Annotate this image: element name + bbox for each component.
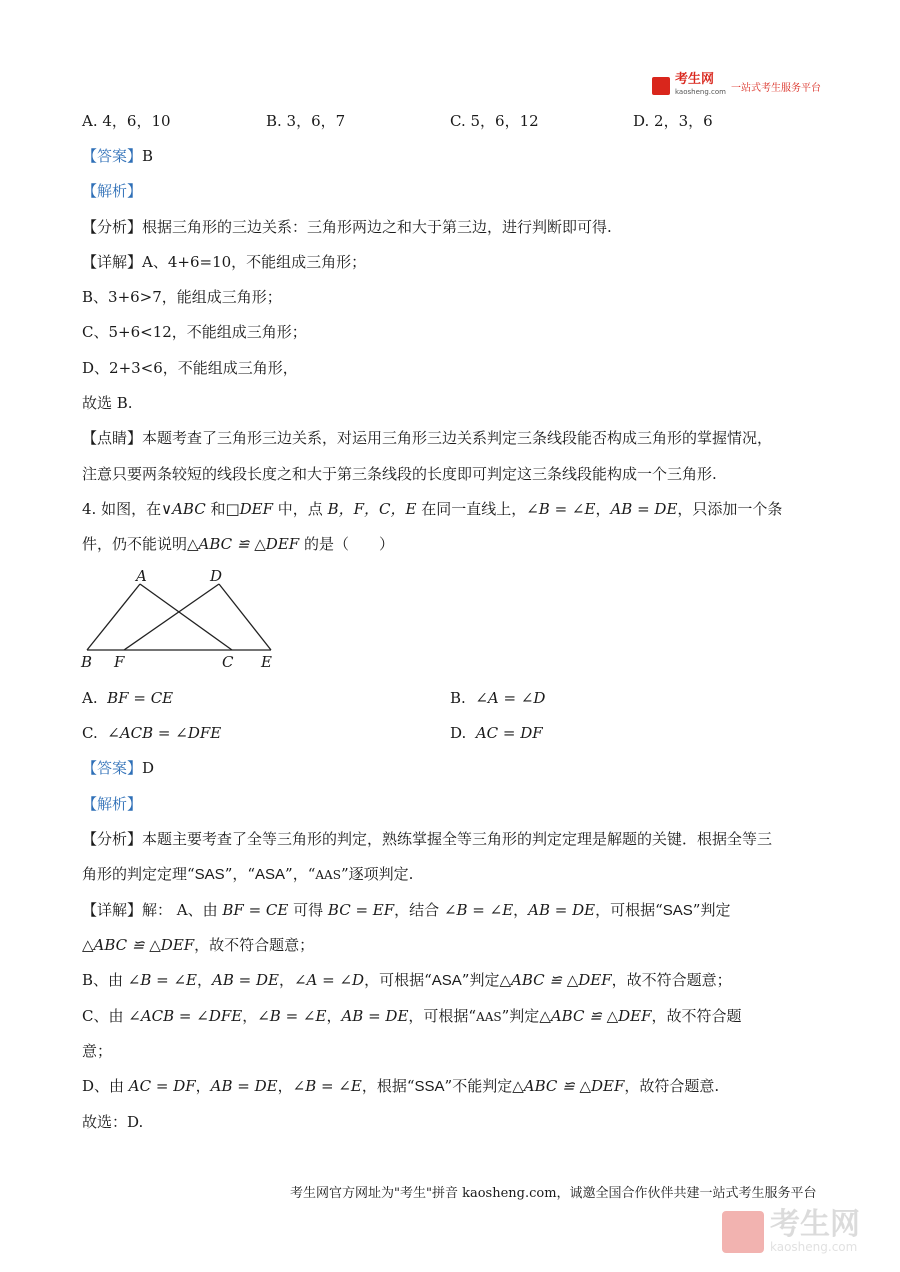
q4-option-a: A. BF = CE [82, 689, 174, 707]
label-b: B [81, 653, 93, 671]
label-a: A [136, 567, 147, 585]
q3-option-b: B. 3，6，7 [266, 112, 346, 130]
q4-stem-2: 件，仍不能说明△ABC ≌ △DEF 的是（ ） [82, 535, 394, 553]
q4-line-c-cont: 意； [82, 1042, 113, 1060]
logo-text: 考生网 kaosheng.com [675, 72, 726, 96]
q4-answer: 【答案】D [82, 759, 155, 777]
q4-line-d: D、由 AC = DF，AB = DE，∠B = ∠E，根据“SSA”不能判定△ABC ≌ △DEF，故符合题意. [82, 1077, 720, 1095]
watermark-mark-icon [722, 1211, 764, 1253]
q3-xiangjie: 【详解】A、4+6=10，不能组成三角形； [82, 253, 367, 271]
footer-text: 考生网官方网址为"考生"拼音 kaosheng.com，诚邀全国合作伙伴共建一站式考生服务平台 [290, 1186, 817, 1201]
header-logo [652, 74, 821, 98]
q3-line-d: D、2+3<6，不能组成三角形， [82, 359, 298, 377]
watermark-logo [722, 1207, 860, 1254]
q4-conclusion: 故选：D. [82, 1113, 144, 1131]
q3-option-d: D. 2，3，6 [633, 112, 713, 130]
q4-stem-1: 4. 如图，在∨ABC 和□DEF 中，点 B，F，C，E 在同一直线上，∠B = ∠E，AB = DE，只添加一个条 [82, 500, 783, 518]
q3-analysis-tag: 【解析】 [82, 182, 143, 200]
q3-dianjing-2: 注意只要两条较短的线段长度之和大于第三条线段的长度即可判定这三条线段能构成一个三角形. [82, 465, 717, 483]
q3-line-b: B、3+6>7，能组成三角形； [82, 288, 282, 306]
q3-option-a: A. 4，6，10 [82, 112, 171, 130]
q3-dianjing-1: 【点睛】本题考查了三角形三边关系，对运用三角形三边关系判定三条线段能否构成三角形的掌握情况， [82, 429, 773, 447]
segment-fd [124, 584, 219, 650]
label-e: E [261, 653, 272, 671]
q4-figure [76, 564, 291, 676]
q3-option-c: C. 5，6，12 [450, 112, 539, 130]
q4-line-b: B、由 ∠B = ∠E，AB = DE，∠A = ∠D，可根据“ASA”判定△ABC ≌ △DEF，故不符合题意； [82, 971, 732, 989]
q3-answer: 【答案】B [82, 147, 154, 165]
logo-slogan: 一站式考生服务平台 [730, 82, 821, 94]
q4-xiangjie-2: △ABC ≌ △DEF，故不符合题意； [82, 936, 315, 954]
q3-fenxi: 【分析】根据三角形的三边关系：三角形两边之和大于第三边，进行判断即可得. [82, 218, 612, 236]
segment-de [219, 584, 271, 650]
q4-fenxi-2: 角形的判定定理“SAS”，“ASA”，“AAS”逐项判定. [82, 865, 414, 883]
label-f: F [114, 653, 125, 671]
label-c: C [222, 653, 234, 671]
q4-xiangjie-1: 【详解】解： A、由 BF = CE 可得 BC = EF，结合 ∠B = ∠E，AB = DE，可根据“SAS”判定 [82, 901, 731, 919]
q4-line-c: C、由 ∠ACB = ∠DFE，∠B = ∠E，AB = DE，可根据“AAS”判定△ABC ≌ △DEF，故不符合题 [82, 1007, 742, 1025]
logo-mark-icon [652, 77, 670, 95]
q3-line-c: C、5+6<12，不能组成三角形； [82, 323, 307, 341]
watermark-text: 考生网 kaosheng.com [770, 1207, 860, 1254]
q4-option-b: B. ∠A = ∠D [450, 689, 546, 707]
q4-option-c: C. ∠ACB = ∠DFE [82, 724, 222, 742]
label-d: D [210, 567, 223, 585]
q3-conclusion: 故选 B. [82, 394, 133, 412]
q4-analysis-tag: 【解析】 [82, 795, 143, 813]
segment-ab [87, 584, 140, 650]
segment-ac [140, 584, 232, 650]
q4-option-d: D. AC = DF [450, 724, 543, 742]
q4-fenxi-1: 【分析】本题主要考查了全等三角形的判定，熟练掌握全等三角形的判定定理是解题的关键．根据全等三 [82, 830, 773, 848]
